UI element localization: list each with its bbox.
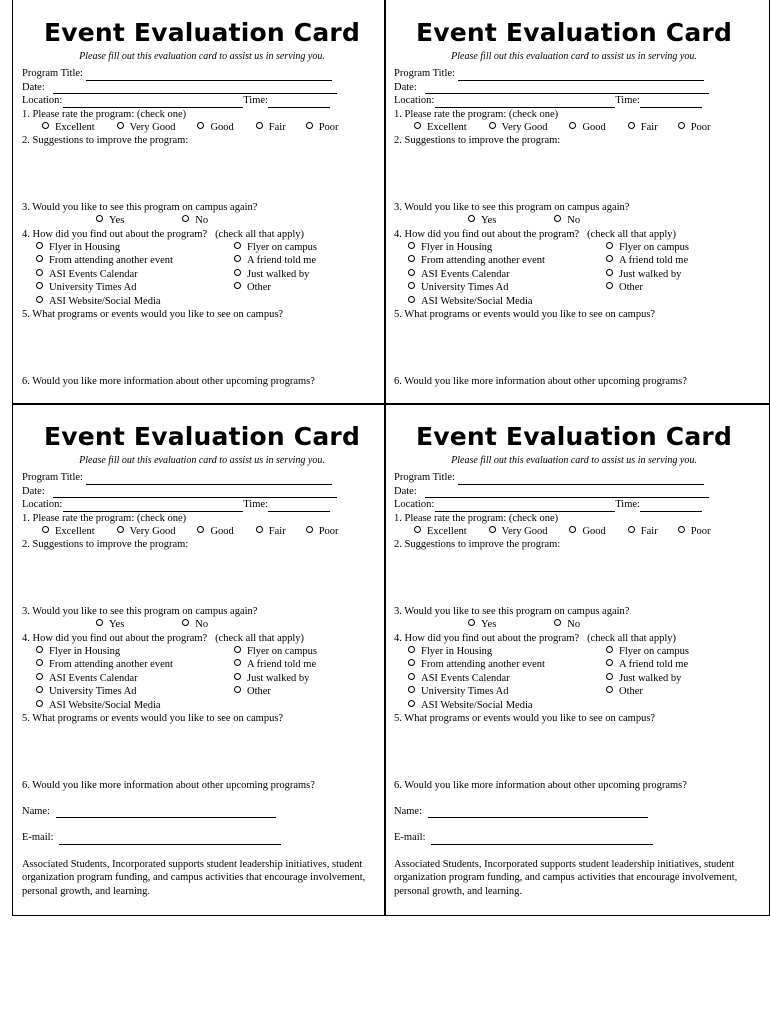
source-option-label: ASI Events Calendar (49, 672, 138, 684)
radio-circle-icon[interactable] (117, 122, 124, 129)
horizontal-cut-line (12, 403, 770, 405)
question-5: 5. What programs or events would you like to see on campus? (22, 713, 284, 725)
question-3: 3. Would you like to see this program on campus again? (22, 605, 258, 617)
source-option[interactable] (36, 645, 234, 658)
source-option[interactable] (36, 699, 234, 712)
question-4: 4. How did you find out about the program? (22, 228, 208, 240)
source-options (394, 645, 754, 712)
rating-option[interactable] (628, 121, 658, 134)
location-field[interactable] (435, 501, 615, 512)
question-5: 5. What programs or events would you like to see on campus? (394, 713, 656, 725)
source-option[interactable] (606, 268, 756, 281)
question-4-note: (check all that apply) (587, 228, 676, 240)
rating-option[interactable] (197, 121, 233, 134)
checkbox-circle-icon[interactable] (408, 269, 415, 276)
rating-option[interactable] (569, 121, 605, 134)
checkbox-circle-icon[interactable] (606, 659, 613, 666)
checkbox-circle-icon[interactable] (234, 242, 241, 249)
time-field[interactable] (640, 501, 702, 512)
card-title: Event Evaluation Card (43, 18, 361, 47)
time-label: Time: (243, 499, 268, 511)
program-title-field[interactable] (86, 70, 332, 81)
source-option[interactable] (408, 268, 606, 281)
radio-circle-icon[interactable] (96, 215, 103, 222)
no-option[interactable] (182, 618, 208, 631)
question-3: 3. Would you like to see this program on campus again? (394, 201, 630, 213)
checkbox-circle-icon[interactable] (408, 296, 415, 303)
rating-option-label: Very Good (501, 526, 548, 538)
source-option[interactable] (234, 268, 384, 281)
question-5: 5. What programs or events would you like to see on campus? (22, 309, 284, 321)
rating-option-label: Excellent (55, 526, 95, 538)
source-option[interactable] (408, 281, 606, 294)
date-field[interactable] (53, 83, 337, 94)
name-field[interactable] (428, 807, 648, 818)
checkbox-circle-icon[interactable] (36, 282, 43, 289)
rating-option-label: Poor (690, 122, 711, 134)
source-option-label: Other (619, 282, 643, 294)
rating-option-label: Fair (268, 526, 286, 538)
checkbox-circle-icon[interactable] (606, 269, 613, 276)
radio-circle-icon[interactable] (678, 526, 685, 533)
suggestions-space[interactable] (394, 552, 754, 605)
program-title-label: Program Title: (22, 472, 83, 484)
checkbox-circle-icon[interactable] (36, 255, 43, 262)
radio-circle-icon[interactable] (117, 526, 124, 533)
rating-option[interactable] (256, 525, 286, 538)
source-option-label: ASI Events Calendar (49, 268, 138, 280)
source-option-label: University Times Ad (49, 686, 137, 698)
rating-option-label: Good (582, 122, 606, 134)
rating-option-label: Good (210, 526, 234, 538)
email-field[interactable] (431, 834, 653, 845)
question-2: 2. Suggestions to improve the program: (394, 539, 561, 551)
checkbox-circle-icon[interactable] (408, 242, 415, 249)
checkbox-circle-icon[interactable] (606, 646, 613, 653)
source-option-label: From attending another event (49, 659, 173, 671)
radio-circle-icon[interactable] (197, 526, 204, 533)
source-option-label: Just walked by (619, 672, 682, 684)
yes-label: Yes (481, 619, 497, 631)
source-option[interactable] (408, 685, 606, 698)
question-6: 6. Would you like more information about other upcoming programs? (22, 779, 315, 791)
checkbox-circle-icon[interactable] (36, 673, 43, 680)
rating-option-label: Poor (690, 526, 711, 538)
radio-circle-icon[interactable] (182, 619, 189, 626)
source-option-label: Flyer on campus (619, 646, 689, 658)
card-subtitle: Please fill out this evaluation card to assist us in serving you. (451, 51, 697, 62)
date-label: Date: (22, 485, 45, 497)
evaluation-card (394, 18, 754, 388)
vertical-cut-line (384, 0, 386, 916)
time-field[interactable] (640, 97, 702, 108)
checkbox-circle-icon[interactable] (234, 255, 241, 262)
source-option[interactable] (606, 281, 756, 294)
evaluation-card (22, 18, 382, 388)
question-6: 6. Would you like more information about other upcoming programs? (22, 375, 315, 387)
rating-option-label: Excellent (427, 122, 467, 134)
source-option-label: ASI Website/Social Media (49, 699, 161, 711)
time-label: Time: (243, 95, 268, 107)
card-subtitle: Please fill out this evaluation card to assist us in serving you. (451, 455, 697, 466)
rating-option[interactable] (256, 121, 286, 134)
name-label: Name: (394, 805, 422, 817)
yes-option[interactable] (96, 214, 124, 227)
source-option-label: From attending another event (49, 255, 173, 267)
checkbox-circle-icon[interactable] (36, 269, 43, 276)
source-option[interactable] (234, 685, 384, 698)
checkbox-circle-icon[interactable] (234, 686, 241, 693)
program-ideas-space[interactable] (394, 322, 754, 375)
no-label: No (195, 619, 209, 631)
radio-circle-icon[interactable] (628, 122, 635, 129)
location-label: Location: (22, 499, 63, 511)
source-options (22, 645, 382, 712)
source-option[interactable] (408, 241, 606, 254)
no-label: No (567, 619, 581, 631)
program-ideas-space[interactable] (22, 322, 382, 375)
question-4: 4. How did you find out about the program? (22, 632, 208, 644)
name-field[interactable] (56, 807, 276, 818)
source-option-label: A friend told me (247, 659, 317, 671)
source-option[interactable] (36, 685, 234, 698)
source-option[interactable] (36, 281, 234, 294)
yes-label: Yes (109, 215, 125, 227)
question-2: 2. Suggestions to improve the program: (22, 135, 189, 147)
card-title: Event Evaluation Card (415, 422, 733, 451)
source-option[interactable] (36, 672, 234, 685)
date-label: Date: (22, 81, 45, 93)
source-option-label: Just walked by (247, 672, 310, 684)
program-title-label: Program Title: (22, 68, 83, 80)
question-4: 4. How did you find out about the program? (394, 632, 580, 644)
checkbox-circle-icon[interactable] (234, 282, 241, 289)
card-title: Event Evaluation Card (43, 422, 361, 451)
checkbox-circle-icon[interactable] (408, 282, 415, 289)
question-1: 1. Please rate the program: (check one) (22, 512, 187, 524)
question-4-note: (check all that apply) (215, 228, 304, 240)
yes-label: Yes (109, 619, 125, 631)
rating-option[interactable] (197, 525, 233, 538)
yes-option[interactable] (468, 214, 496, 227)
source-option-label: Flyer in Housing (49, 242, 121, 254)
yes-label: Yes (481, 215, 497, 227)
question-3: 3. Would you like to see this program on campus again? (394, 605, 630, 617)
location-label: Location: (394, 95, 435, 107)
evaluation-card (22, 422, 382, 898)
source-option-label: A friend told me (619, 659, 689, 671)
radio-circle-icon[interactable] (468, 215, 475, 222)
radio-circle-icon[interactable] (414, 526, 421, 533)
source-option-label: Just walked by (619, 268, 682, 280)
source-option-label: Flyer in Housing (421, 646, 493, 658)
radio-circle-icon[interactable] (554, 215, 561, 222)
rating-option[interactable] (628, 525, 658, 538)
location-field[interactable] (63, 501, 243, 512)
radio-circle-icon[interactable] (468, 619, 475, 626)
source-option-label: ASI Website/Social Media (421, 295, 533, 307)
source-option[interactable] (36, 658, 234, 671)
no-label: No (567, 215, 581, 227)
source-option[interactable] (408, 254, 606, 267)
source-option-label: University Times Ad (421, 282, 509, 294)
source-option[interactable] (234, 672, 384, 685)
yes-option[interactable] (96, 618, 124, 631)
date-field[interactable] (53, 487, 337, 498)
source-options (394, 241, 754, 308)
radio-circle-icon[interactable] (678, 122, 685, 129)
program-title-field[interactable] (458, 70, 704, 81)
question-1: 1. Please rate the program: (check one) (394, 108, 559, 120)
source-option-label: ASI Events Calendar (421, 672, 510, 684)
source-option-label: Flyer on campus (619, 242, 689, 254)
checkbox-circle-icon[interactable] (234, 673, 241, 680)
radio-circle-icon[interactable] (256, 122, 263, 129)
card-subtitle: Please fill out this evaluation card to assist us in serving you. (79, 51, 325, 62)
rating-option[interactable] (42, 121, 95, 134)
source-option-label: A friend told me (247, 255, 317, 267)
program-title-field[interactable] (86, 474, 332, 485)
time-label: Time: (615, 499, 640, 511)
rating-option[interactable] (678, 121, 711, 134)
checkbox-circle-icon[interactable] (36, 242, 43, 249)
radio-circle-icon[interactable] (96, 619, 103, 626)
source-option-label: Other (247, 686, 271, 698)
program-title-label: Program Title: (394, 68, 455, 80)
question-1: 1. Please rate the program: (check one) (22, 108, 187, 120)
source-option[interactable] (606, 241, 756, 254)
source-option[interactable] (36, 254, 234, 267)
source-options (22, 241, 382, 308)
evaluation-card (394, 422, 754, 898)
question-2: 2. Suggestions to improve the program: (394, 135, 561, 147)
source-option[interactable] (606, 672, 756, 685)
date-field[interactable] (425, 487, 709, 498)
source-option[interactable] (408, 658, 606, 671)
source-option[interactable] (234, 645, 384, 658)
source-option[interactable] (234, 241, 384, 254)
checkbox-circle-icon[interactable] (606, 686, 613, 693)
source-option[interactable] (408, 672, 606, 685)
rating-option[interactable] (414, 525, 467, 538)
checkbox-circle-icon[interactable] (606, 255, 613, 262)
radio-circle-icon[interactable] (42, 122, 49, 129)
checkbox-circle-icon[interactable] (408, 673, 415, 680)
question-2: 2. Suggestions to improve the program: (22, 539, 189, 551)
checkbox-circle-icon[interactable] (606, 242, 613, 249)
rating-option[interactable] (414, 121, 467, 134)
email-field[interactable] (59, 834, 281, 845)
no-option[interactable] (554, 214, 580, 227)
rating-option-label: Good (582, 526, 606, 538)
program-title-label: Program Title: (394, 472, 455, 484)
rating-option[interactable] (42, 525, 95, 538)
rating-option[interactable] (117, 525, 176, 538)
location-field[interactable] (63, 97, 243, 108)
rating-option-label: Excellent (55, 122, 95, 134)
radio-circle-icon[interactable] (489, 526, 496, 533)
source-option-label: Just walked by (247, 268, 310, 280)
rating-option-label: Fair (640, 122, 658, 134)
checkbox-circle-icon[interactable] (408, 646, 415, 653)
source-option-label: University Times Ad (49, 282, 137, 294)
checkbox-circle-icon[interactable] (36, 659, 43, 666)
checkbox-circle-icon[interactable] (408, 659, 415, 666)
source-option[interactable] (606, 645, 756, 658)
source-option[interactable] (234, 281, 384, 294)
source-option[interactable] (606, 254, 756, 267)
checkbox-circle-icon[interactable] (36, 686, 43, 693)
source-option[interactable] (36, 241, 234, 254)
source-option[interactable] (234, 658, 384, 671)
checkbox-circle-icon[interactable] (36, 646, 43, 653)
checkbox-circle-icon[interactable] (234, 269, 241, 276)
radio-circle-icon[interactable] (569, 526, 576, 533)
rating-option-label: Excellent (427, 526, 467, 538)
source-option-label: ASI Website/Social Media (49, 295, 161, 307)
radio-circle-icon[interactable] (42, 526, 49, 533)
checkbox-circle-icon[interactable] (606, 282, 613, 289)
no-option[interactable] (182, 214, 208, 227)
suggestions-space[interactable] (394, 148, 754, 201)
source-option-label: Flyer in Housing (421, 242, 493, 254)
checkbox-circle-icon[interactable] (234, 646, 241, 653)
source-option-label: From attending another event (421, 255, 545, 267)
checkbox-circle-icon[interactable] (606, 673, 613, 680)
radio-circle-icon[interactable] (414, 122, 421, 129)
time-field[interactable] (268, 97, 330, 108)
radio-circle-icon[interactable] (489, 122, 496, 129)
source-option[interactable] (408, 699, 606, 712)
date-label: Date: (394, 81, 417, 93)
rating-option[interactable] (306, 121, 339, 134)
source-option[interactable] (606, 685, 756, 698)
email-label: E-mail: (394, 832, 426, 844)
source-option-label: Flyer in Housing (49, 646, 121, 658)
source-option-label: Flyer on campus (247, 646, 317, 658)
checkbox-circle-icon[interactable] (408, 686, 415, 693)
suggestions-space[interactable] (22, 148, 382, 201)
name-label: Name: (22, 805, 50, 817)
rating-option-label: Very Good (501, 122, 548, 134)
rating-option[interactable] (306, 525, 339, 538)
rating-option-label: Poor (318, 526, 339, 538)
radio-circle-icon[interactable] (306, 526, 313, 533)
source-option-label: ASI Events Calendar (421, 268, 510, 280)
checkbox-circle-icon[interactable] (36, 296, 43, 303)
rating-option-label: Very Good (129, 526, 176, 538)
date-field[interactable] (425, 83, 709, 94)
question-3: 3. Would you like to see this program on campus again? (22, 201, 258, 213)
rating-option[interactable] (489, 121, 548, 134)
source-option[interactable] (408, 645, 606, 658)
rating-option[interactable] (489, 525, 548, 538)
date-label: Date: (394, 485, 417, 497)
radio-circle-icon[interactable] (554, 619, 561, 626)
source-option[interactable] (408, 295, 606, 308)
no-option[interactable] (554, 618, 580, 631)
email-label: E-mail: (22, 832, 54, 844)
radio-circle-icon[interactable] (306, 122, 313, 129)
radio-circle-icon[interactable] (628, 526, 635, 533)
source-option[interactable] (234, 254, 384, 267)
source-option-label: Other (619, 686, 643, 698)
rating-option[interactable] (117, 121, 176, 134)
card-subtitle: Please fill out this evaluation card to assist us in serving you. (79, 455, 325, 466)
source-option[interactable] (36, 268, 234, 281)
rating-option-label: Fair (268, 122, 286, 134)
card-title: Event Evaluation Card (415, 18, 733, 47)
question-1: 1. Please rate the program: (check one) (394, 512, 559, 524)
radio-circle-icon[interactable] (569, 122, 576, 129)
location-field[interactable] (435, 97, 615, 108)
program-title-field[interactable] (458, 474, 704, 485)
question-4: 4. How did you find out about the program? (394, 228, 580, 240)
location-label: Location: (22, 95, 63, 107)
radio-circle-icon[interactable] (197, 122, 204, 129)
source-option-label: Other (247, 282, 271, 294)
rating-option[interactable] (678, 525, 711, 538)
question-4-note: (check all that apply) (587, 632, 676, 644)
no-label: No (195, 215, 209, 227)
program-ideas-space[interactable] (394, 726, 754, 779)
checkbox-circle-icon[interactable] (408, 255, 415, 262)
radio-circle-icon[interactable] (256, 526, 263, 533)
question-5: 5. What programs or events would you like to see on campus? (394, 309, 656, 321)
program-ideas-space[interactable] (22, 726, 382, 779)
source-option-label: University Times Ad (421, 686, 509, 698)
rating-option[interactable] (569, 525, 605, 538)
asi-statement: Associated Students, Incorporated supports student leadership initiatives, student organization program funding, and campus activities that encourage involvement, personal growth, and learning. (394, 858, 738, 897)
checkbox-circle-icon[interactable] (234, 659, 241, 666)
question-6: 6. Would you like more information about other upcoming programs? (394, 779, 687, 791)
source-option-label: ASI Website/Social Media (421, 699, 533, 711)
location-label: Location: (394, 499, 435, 511)
checkbox-circle-icon[interactable] (36, 700, 43, 707)
time-label: Time: (615, 95, 640, 107)
yes-option[interactable] (468, 618, 496, 631)
rating-option-label: Poor (318, 122, 339, 134)
source-option[interactable] (36, 295, 234, 308)
question-4-note: (check all that apply) (215, 632, 304, 644)
checkbox-circle-icon[interactable] (408, 700, 415, 707)
source-option-label: Flyer on campus (247, 242, 317, 254)
time-field[interactable] (268, 501, 330, 512)
rating-option-label: Good (210, 122, 234, 134)
suggestions-space[interactable] (22, 552, 382, 605)
rating-option-label: Very Good (129, 122, 176, 134)
source-option-label: A friend told me (619, 255, 689, 267)
radio-circle-icon[interactable] (182, 215, 189, 222)
question-6: 6. Would you like more information about other upcoming programs? (394, 375, 687, 387)
asi-statement: Associated Students, Incorporated supports student leadership initiatives, student organization program funding, and campus activities that encourage involvement, personal growth, and learning. (22, 858, 366, 897)
rating-option-label: Fair (640, 526, 658, 538)
source-option[interactable] (606, 658, 756, 671)
source-option-label: From attending another event (421, 659, 545, 671)
